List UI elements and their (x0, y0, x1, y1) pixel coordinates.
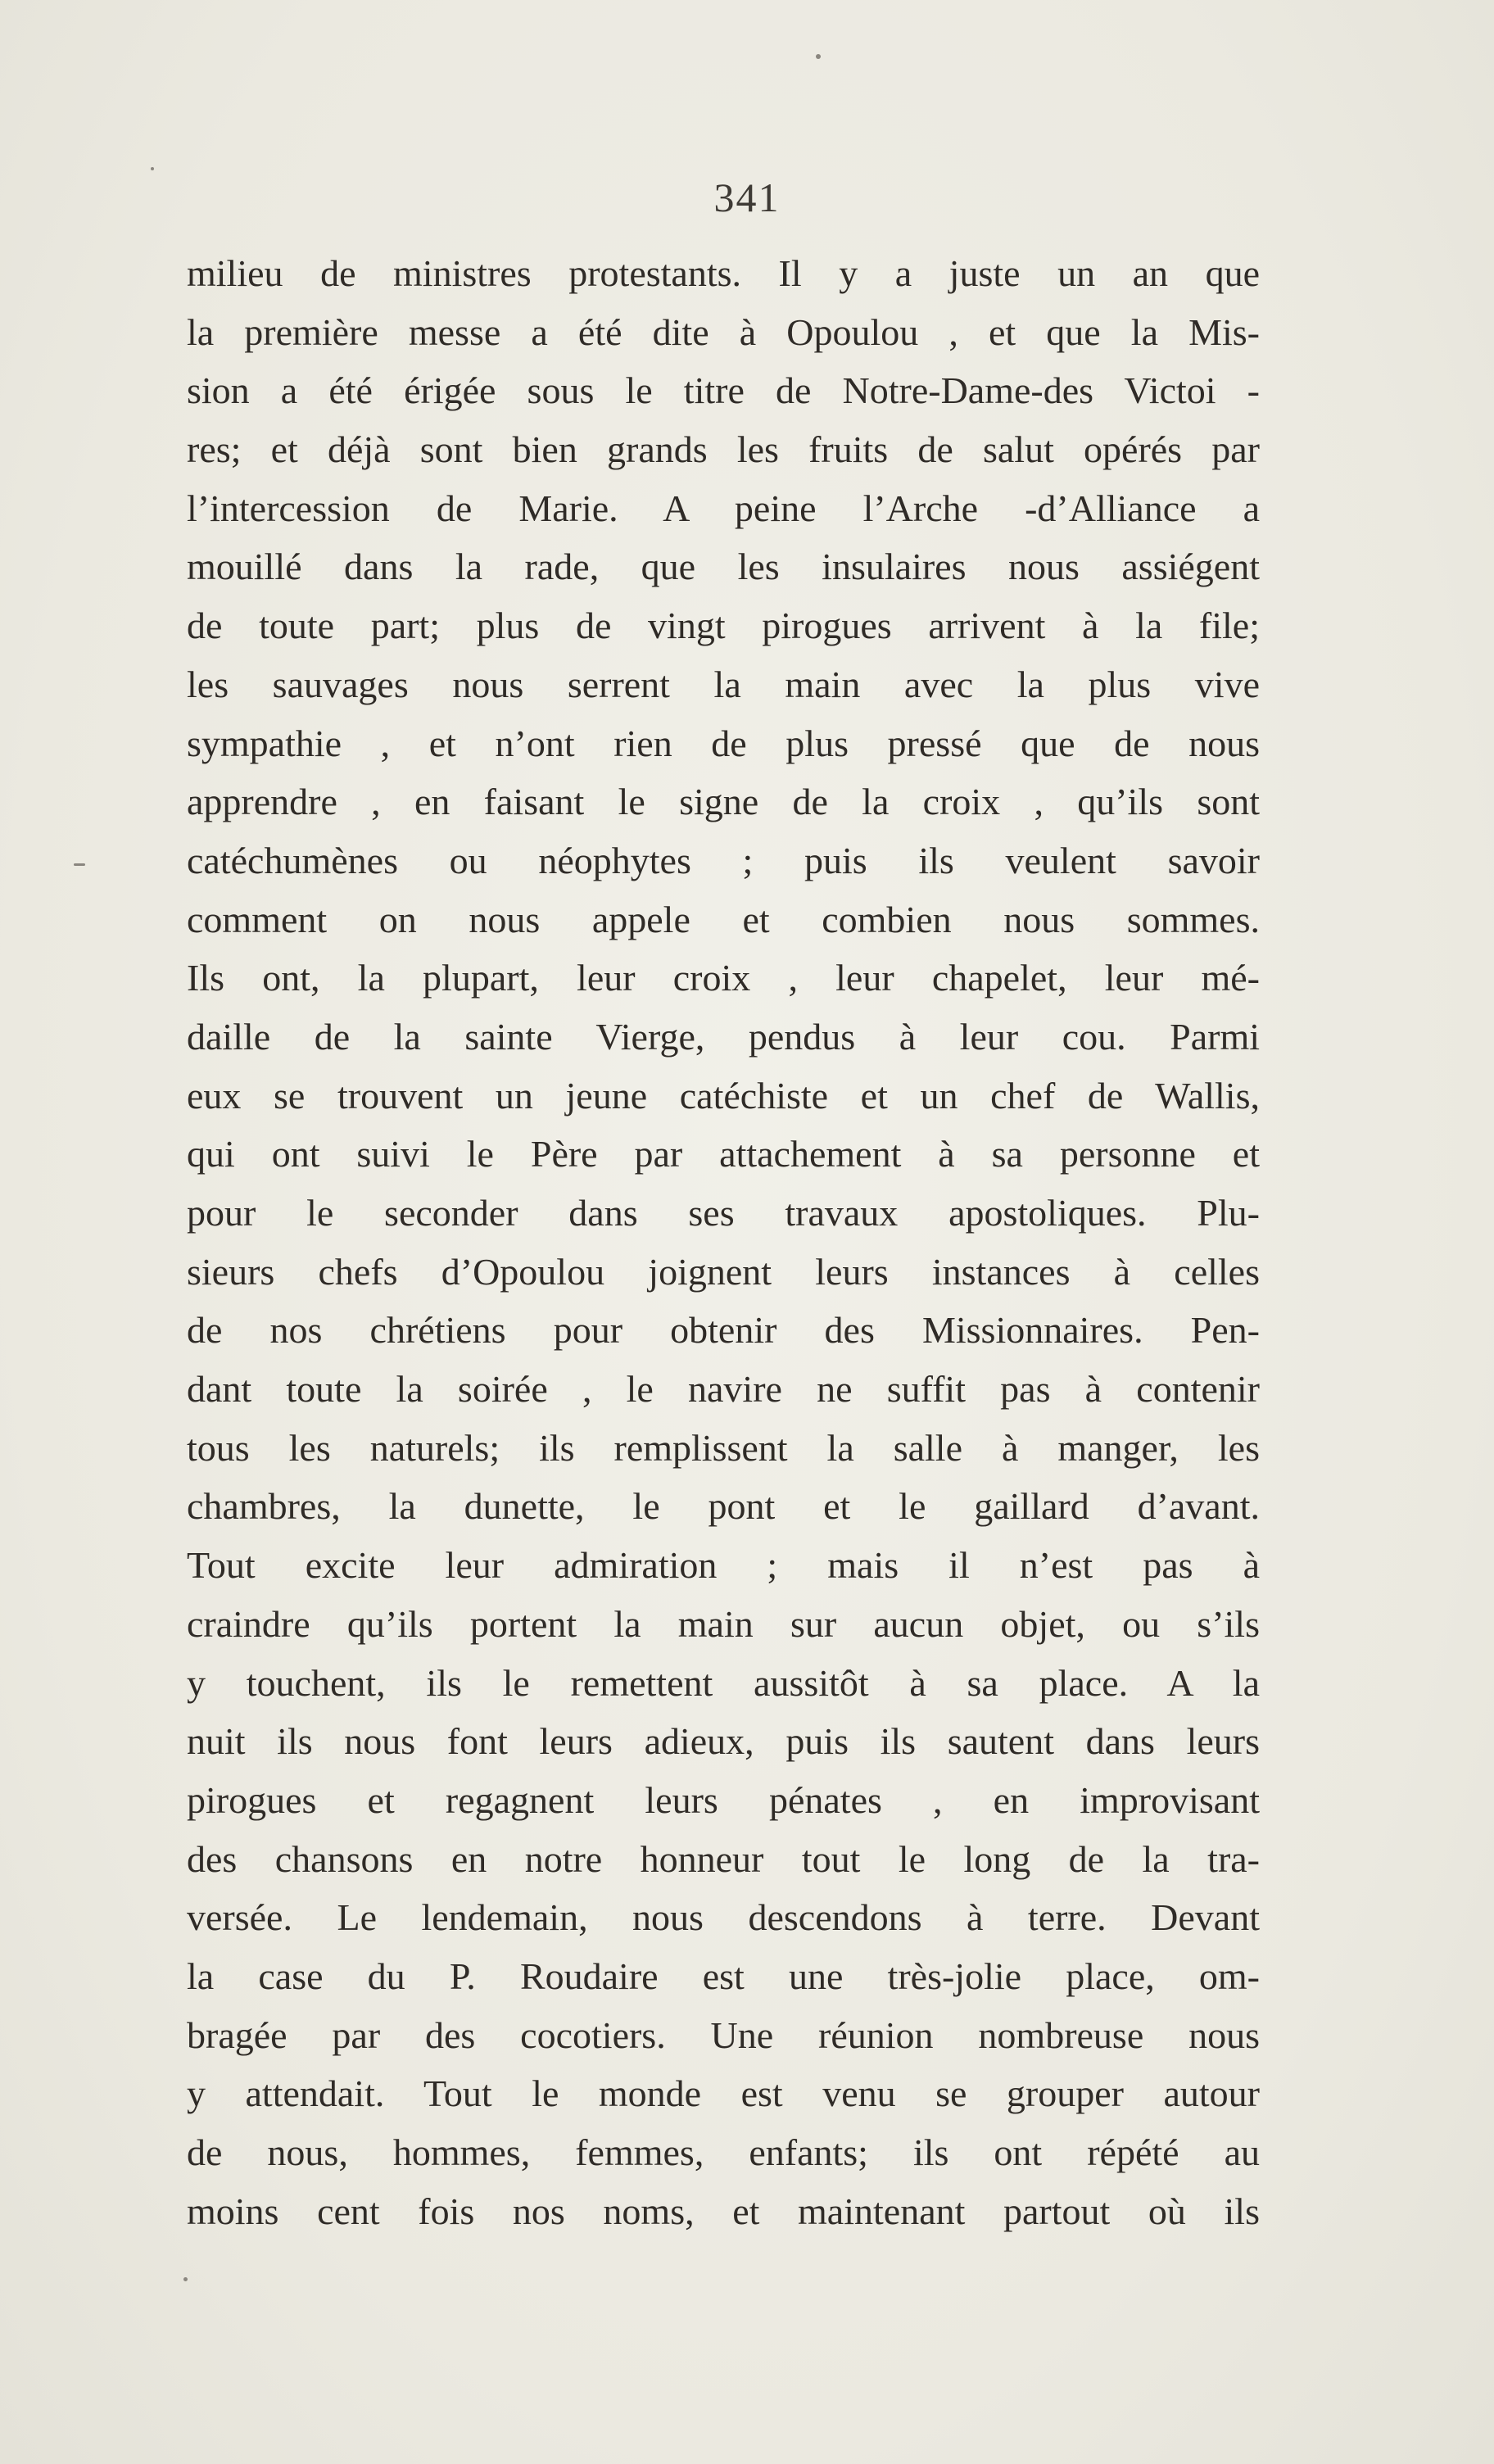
text-line: pirogues et regagnent leurs pénates , en improvisant (187, 1778, 1260, 1821)
paper-speck (74, 863, 85, 866)
text-line: apprendre , en faisant le signe de la croix , qu’ils sont (187, 781, 1260, 823)
text-line: nuit ils nous font leurs adieux, puis ils sautent dans leurs (187, 1720, 1260, 1763)
text-line: de nos chrétiens pour obtenir des Missionnaires. Pen- (187, 1309, 1260, 1352)
text-line: sion a été érigée sous le titre de Notre-Dame-des Victoi - (187, 369, 1260, 412)
paper-speck (151, 167, 154, 170)
text-line: craindre qu’ils portent la main sur aucun objet, ou s’ils (187, 1602, 1260, 1645)
text-line: daille de la sainte Vierge, pendus à leur cou. Parmi (187, 1015, 1260, 1058)
text-line: dant toute la soirée , le navire ne suffit pas à contenir (187, 1368, 1260, 1411)
paper-speck (183, 2277, 188, 2281)
text-line: sieurs chefs d’Opoulou joignent leurs instances à celles (187, 1250, 1260, 1293)
text-line: y touchent, ils le remettent aussitôt à sa place. A la (187, 1661, 1260, 1704)
text-line: mouillé dans la rade, que les insulaires nous assiégent (187, 546, 1260, 588)
text-line: de toute part; plus de vingt pirogues arrivent à la file; (187, 605, 1260, 647)
text-line: eux se trouvent un jeune catéchiste et un chef de Wallis, (187, 1074, 1260, 1116)
paper-speck (816, 54, 821, 59)
text-line: versée. Le lendemain, nous descendons à terre. Devant (187, 1896, 1260, 1939)
text-line: la case du P. Roudaire est une très-jolie place, om- (187, 1954, 1260, 1997)
text-line: Tout excite leur admiration ; mais il n’est pas à (187, 1544, 1260, 1587)
text-line: de nous, hommes, femmes, enfants; ils ont répété au (187, 2131, 1260, 2173)
text-line: tous les naturels; ils remplissent la salle à manger, les (187, 1426, 1260, 1469)
text-line: res; et déjà sont bien grands les fruits de salut opérés par (187, 428, 1260, 471)
text-line: les sauvages nous serrent la main avec la plus vive (187, 663, 1260, 705)
text-line: l’intercession de Marie. A peine l’Arche -d’Alliance a (187, 487, 1260, 529)
text-line: chambres, la dunette, le pont et le gaillard d’avant. (187, 1485, 1260, 1528)
body-text (187, 244, 1260, 2240)
text-line: qui ont suivi le Père par attachement à sa personne et (187, 1133, 1260, 1175)
text-line: pour le seconder dans ses travaux apostoliques. Plu- (187, 1192, 1260, 1234)
text-line: comment on nous appele et combien nous sommes. (187, 898, 1260, 940)
text-line: catéchumènes ou néophytes ; puis ils veulent savoir (187, 839, 1260, 881)
text-line: moins cent fois nos noms, et maintenant partout où ils (187, 2190, 1260, 2232)
text-line: Ils ont, la plupart, leur croix , leur chapelet, leur mé- (187, 957, 1260, 999)
text-line: sympathie , et n’ont rien de plus pressé que de nous (187, 722, 1260, 764)
text-line: des chansons en notre honneur tout le long de la tra- (187, 1837, 1260, 1880)
text-line: y attendait. Tout le monde est venu se grouper autour (187, 2072, 1260, 2115)
text-line: la première messe a été dite à Opoulou , et que la Mis- (187, 310, 1260, 353)
text-line: bragée par des cocotiers. Une réunion nombreuse nous (187, 2013, 1260, 2056)
text-line: milieu de ministres protestants. Il y a juste un an que (187, 252, 1260, 294)
page-number: 341 (713, 174, 781, 220)
